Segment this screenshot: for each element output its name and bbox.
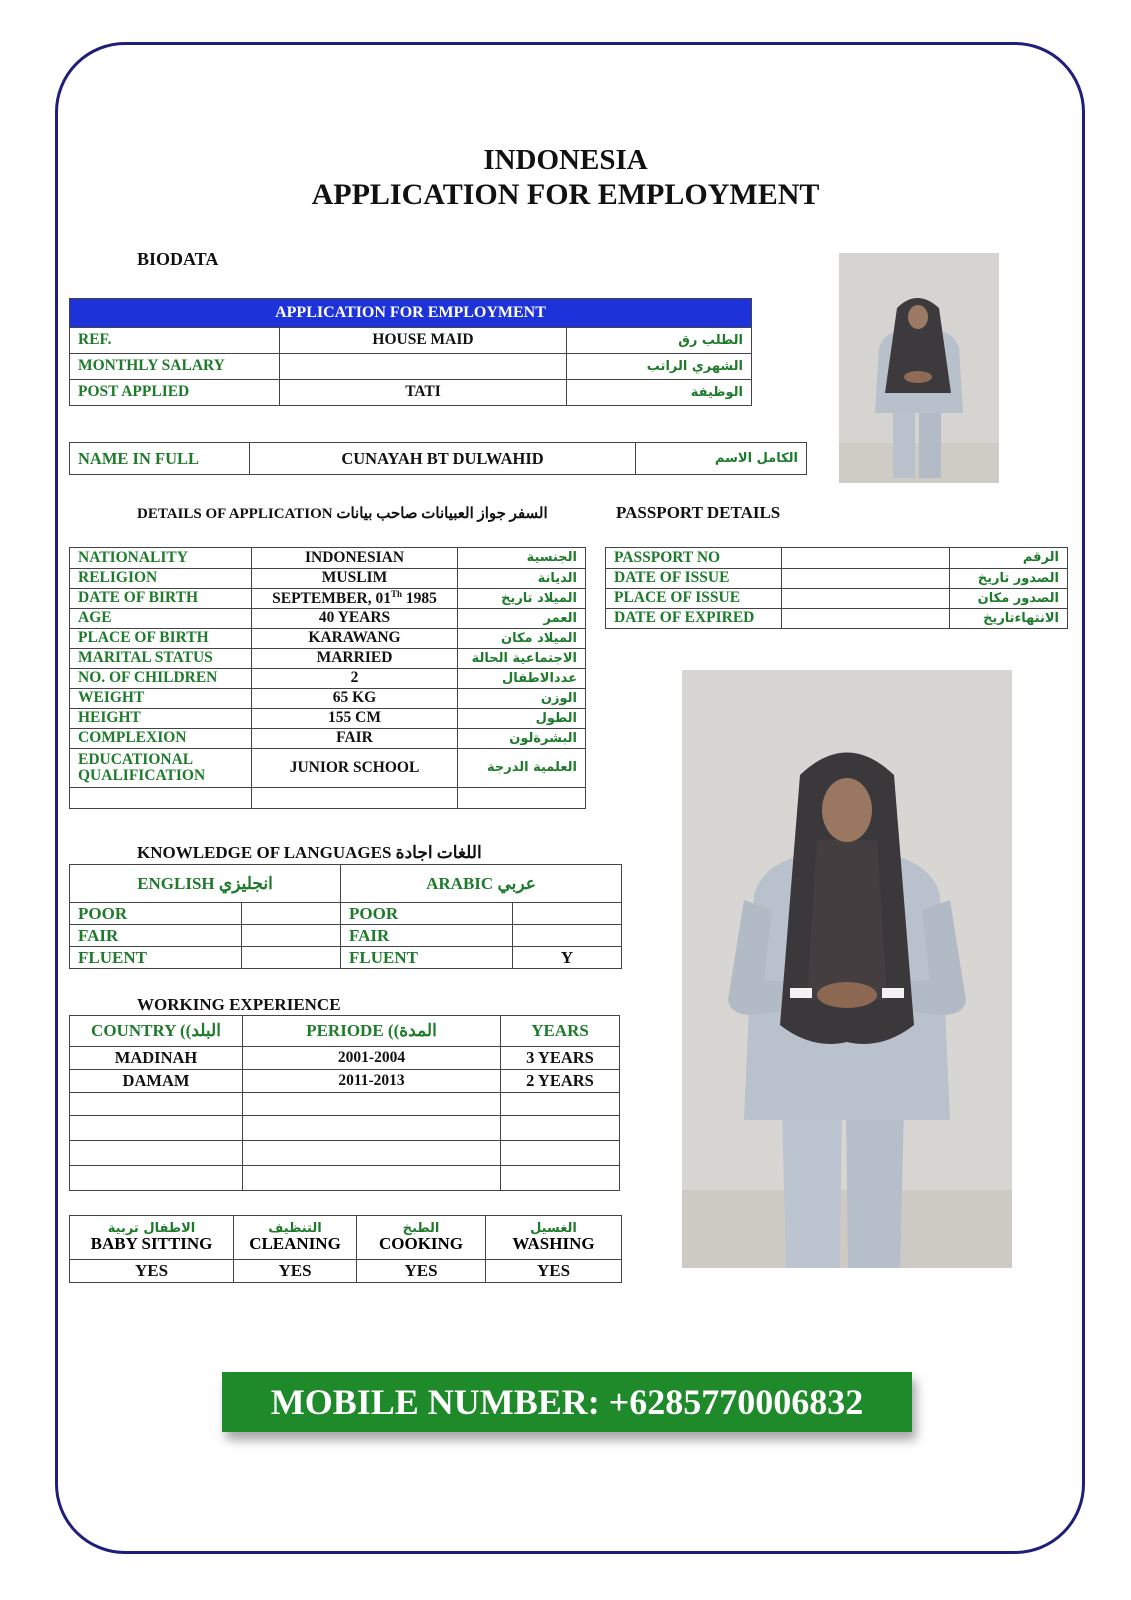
arabic-poor-value bbox=[513, 903, 622, 925]
age-label: AGE bbox=[70, 609, 252, 629]
skill-label: CLEANING bbox=[249, 1234, 341, 1254]
table-row bbox=[70, 649, 586, 669]
exp-years bbox=[501, 1093, 620, 1116]
table-row bbox=[70, 1093, 620, 1116]
skill-value: YES bbox=[70, 1260, 234, 1283]
children-arabic: عددالاطفال bbox=[458, 669, 586, 689]
issue-place-label: PLACE OF ISSUE bbox=[606, 589, 782, 609]
skill-label: BABY SITTING bbox=[90, 1234, 213, 1254]
expiry-arabic: الانتهاءتاريخ bbox=[950, 609, 1068, 629]
name-value: CUNAYAH BT DULWAHID bbox=[250, 443, 636, 475]
issue-date-value bbox=[782, 569, 950, 589]
issue-date-arabic: الصدور تاريخ bbox=[950, 569, 1068, 589]
details-table bbox=[69, 547, 586, 809]
complexion-value: FAIR bbox=[252, 729, 458, 749]
age-value: 40 YEARS bbox=[252, 609, 458, 629]
arabic-header: ARABIC عربي bbox=[341, 865, 622, 903]
table-row bbox=[70, 903, 622, 925]
exp-country bbox=[70, 1141, 243, 1166]
post-label: POST APPLIED bbox=[70, 380, 280, 406]
country-title: INDONESIA bbox=[483, 144, 648, 176]
skill-arabic: الغسيل bbox=[530, 1220, 577, 1236]
skill-value: YES bbox=[486, 1260, 622, 1283]
table-row bbox=[70, 1116, 620, 1141]
table-row bbox=[70, 1166, 620, 1191]
weight-label: WEIGHT bbox=[70, 689, 252, 709]
skill-arabic: التنظيف bbox=[268, 1220, 322, 1236]
biodata-label: BIODATA bbox=[137, 249, 219, 269]
table-row bbox=[70, 1141, 620, 1166]
table-row bbox=[70, 947, 622, 969]
table-row bbox=[70, 328, 752, 354]
complexion-label: COMPLEXION bbox=[70, 729, 252, 749]
height-value: 155 CM bbox=[252, 709, 458, 729]
table-row bbox=[70, 749, 586, 788]
languages-table bbox=[69, 864, 622, 969]
exp-country: MADINAH bbox=[70, 1047, 243, 1070]
passport-no-label: PASSPORT NO bbox=[606, 548, 782, 569]
salary-value bbox=[280, 354, 567, 380]
exp-period bbox=[243, 1093, 501, 1116]
issue-place-value bbox=[782, 589, 950, 609]
children-label: NO. OF CHILDREN bbox=[70, 669, 252, 689]
application-heading: APPLICATION FOR EMPLOYMENT bbox=[70, 299, 752, 328]
table-row bbox=[70, 1047, 620, 1070]
skill-cleaning bbox=[234, 1216, 357, 1260]
nationality-value: INDONESIAN bbox=[252, 548, 458, 569]
table-row bbox=[70, 354, 752, 380]
exp-period: 2011-2013 bbox=[243, 1070, 501, 1093]
exp-country: DAMAM bbox=[70, 1070, 243, 1093]
marital-label: MARITAL STATUS bbox=[70, 649, 252, 669]
table-row bbox=[70, 669, 586, 689]
education-label-line2: QUALIFICATION bbox=[78, 767, 206, 784]
applicant-photo-large bbox=[682, 670, 1012, 1268]
exp-country bbox=[70, 1093, 243, 1116]
english-fluent-label: FLUENT bbox=[70, 947, 242, 969]
arabic-poor-label: POOR bbox=[341, 903, 513, 925]
arabic-fair-label: FAIR bbox=[341, 925, 513, 947]
passport-table bbox=[605, 547, 1068, 629]
dob-arabic: الميلاد تاريخ bbox=[458, 589, 586, 609]
height-label: HEIGHT bbox=[70, 709, 252, 729]
skill-label: COOKING bbox=[378, 1234, 464, 1254]
exp-period bbox=[243, 1116, 501, 1141]
weight-value: 65 KG bbox=[252, 689, 458, 709]
skill-washing bbox=[486, 1216, 622, 1260]
skill-label: WASHING bbox=[512, 1234, 595, 1254]
english-header: ENGLISH انجليزي bbox=[70, 865, 341, 903]
english-fluent-value bbox=[242, 947, 341, 969]
education-label bbox=[70, 749, 252, 788]
experience-heading: WORKING EXPERIENCE bbox=[137, 995, 341, 1014]
exp-years bbox=[501, 1116, 620, 1141]
exp-period bbox=[243, 1141, 501, 1166]
education-value: JUNIOR SCHOOL bbox=[252, 749, 458, 788]
dob-value-text: SEPTEMBER, 01 bbox=[272, 589, 391, 607]
salary-arabic: الشهري الراتب bbox=[567, 354, 752, 380]
marital-arabic: الاجتماعية الحالة bbox=[458, 649, 586, 669]
years-header: YEARS bbox=[501, 1016, 620, 1047]
pob-arabic: الميلاد مكان bbox=[458, 629, 586, 649]
exp-years bbox=[501, 1166, 620, 1191]
table-row bbox=[70, 709, 586, 729]
religion-arabic: الديانة bbox=[458, 569, 586, 589]
nationality-arabic: الجنسية bbox=[458, 548, 586, 569]
english-fair-value bbox=[242, 925, 341, 947]
exp-period bbox=[243, 1166, 501, 1191]
table-row bbox=[606, 569, 1068, 589]
english-poor-label: POOR bbox=[70, 903, 242, 925]
dob-value bbox=[252, 589, 458, 609]
dob-year: 1985 bbox=[402, 589, 437, 607]
skill-arabic: الطبخ bbox=[402, 1220, 440, 1236]
skill-arabic: الاطفال تربية bbox=[107, 1220, 196, 1236]
exp-period: 2001-2004 bbox=[243, 1047, 501, 1070]
table-row bbox=[70, 1070, 620, 1093]
details-heading: DETAILS OF APPLICATION السفر جواز العبيانات صاحب بيانات bbox=[137, 506, 548, 522]
skill-value: YES bbox=[234, 1260, 357, 1283]
complexion-arabic: البشرةلون bbox=[458, 729, 586, 749]
experience-table bbox=[69, 1015, 620, 1191]
children-value: 2 bbox=[252, 669, 458, 689]
exp-country bbox=[70, 1116, 243, 1141]
ref-label: REF. bbox=[70, 328, 280, 354]
dob-label: DATE OF BIRTH bbox=[70, 589, 252, 609]
passport-no-value bbox=[782, 548, 950, 569]
empty-cell bbox=[252, 788, 458, 809]
education-label-line1: EDUCATIONAL bbox=[78, 750, 194, 768]
exp-years bbox=[501, 1141, 620, 1166]
page-title: APPLICATION FOR EMPLOYMENT bbox=[311, 178, 820, 211]
pob-value: KARAWANG bbox=[252, 629, 458, 649]
mobile-number-banner: MOBILE NUMBER: +6285770006832 bbox=[222, 1372, 912, 1432]
age-arabic: العمر bbox=[458, 609, 586, 629]
table-row bbox=[70, 1216, 622, 1260]
skill-babysitting bbox=[70, 1216, 234, 1260]
table-row bbox=[606, 609, 1068, 629]
exp-country bbox=[70, 1166, 243, 1191]
issue-date-label: DATE OF ISSUE bbox=[606, 569, 782, 589]
ref-arabic: الطلب رق bbox=[567, 328, 752, 354]
period-header: PERIODE ((المدة bbox=[243, 1016, 501, 1047]
application-table bbox=[69, 298, 752, 406]
english-poor-value bbox=[242, 903, 341, 925]
table-row bbox=[70, 729, 586, 749]
name-arabic: الكامل الاسم bbox=[636, 443, 807, 475]
issue-place-arabic: الصدور مكان bbox=[950, 589, 1068, 609]
table-row bbox=[70, 629, 586, 649]
name-table bbox=[69, 442, 807, 475]
table-row bbox=[70, 788, 586, 809]
arabic-fluent-label: FLUENT bbox=[341, 947, 513, 969]
dob-suffix: Th bbox=[390, 588, 402, 599]
education-arabic: العلمية الدرجة bbox=[458, 749, 586, 788]
expiry-value bbox=[782, 609, 950, 629]
languages-heading: KNOWLEDGE OF LANGUAGES اللغات اجادة bbox=[137, 843, 482, 862]
empty-cell bbox=[458, 788, 586, 809]
name-label: NAME IN FULL bbox=[70, 443, 250, 475]
table-row bbox=[606, 548, 1068, 569]
religion-label: RELIGION bbox=[70, 569, 252, 589]
pob-label: PLACE OF BIRTH bbox=[70, 629, 252, 649]
arabic-fluent-value: Y bbox=[513, 947, 622, 969]
english-fair-label: FAIR bbox=[70, 925, 242, 947]
table-row bbox=[70, 380, 752, 406]
post-value: TATI bbox=[280, 380, 567, 406]
table-row bbox=[70, 609, 586, 629]
marital-value: MARRIED bbox=[252, 649, 458, 669]
salary-label: MONTHLY SALARY bbox=[70, 354, 280, 380]
skill-cooking bbox=[357, 1216, 486, 1260]
weight-arabic: الوزن bbox=[458, 689, 586, 709]
table-row bbox=[70, 1260, 622, 1283]
height-arabic: الطول bbox=[458, 709, 586, 729]
religion-value: MUSLIM bbox=[252, 569, 458, 589]
expiry-label: DATE OF EXPIRED bbox=[606, 609, 782, 629]
arabic-fair-value bbox=[513, 925, 622, 947]
passport-no-arabic: الرقم bbox=[950, 548, 1068, 569]
skills-table bbox=[69, 1215, 622, 1283]
post-arabic: الوظيفة bbox=[567, 380, 752, 406]
table-row bbox=[70, 689, 586, 709]
table-row bbox=[70, 569, 586, 589]
table-row bbox=[70, 548, 586, 569]
exp-years: 2 YEARS bbox=[501, 1070, 620, 1093]
skill-value: YES bbox=[357, 1260, 486, 1283]
table-row bbox=[606, 589, 1068, 609]
nationality-label: NATIONALITY bbox=[70, 548, 252, 569]
ref-value: HOUSE MAID bbox=[280, 328, 567, 354]
country-header: COUNTRY ((البلد bbox=[70, 1016, 243, 1047]
applicant-photo-small bbox=[839, 253, 999, 483]
exp-years: 3 YEARS bbox=[501, 1047, 620, 1070]
table-row bbox=[70, 589, 586, 609]
passport-heading: PASSPORT DETAILS bbox=[616, 503, 781, 522]
empty-cell bbox=[70, 788, 252, 809]
table-row bbox=[70, 925, 622, 947]
